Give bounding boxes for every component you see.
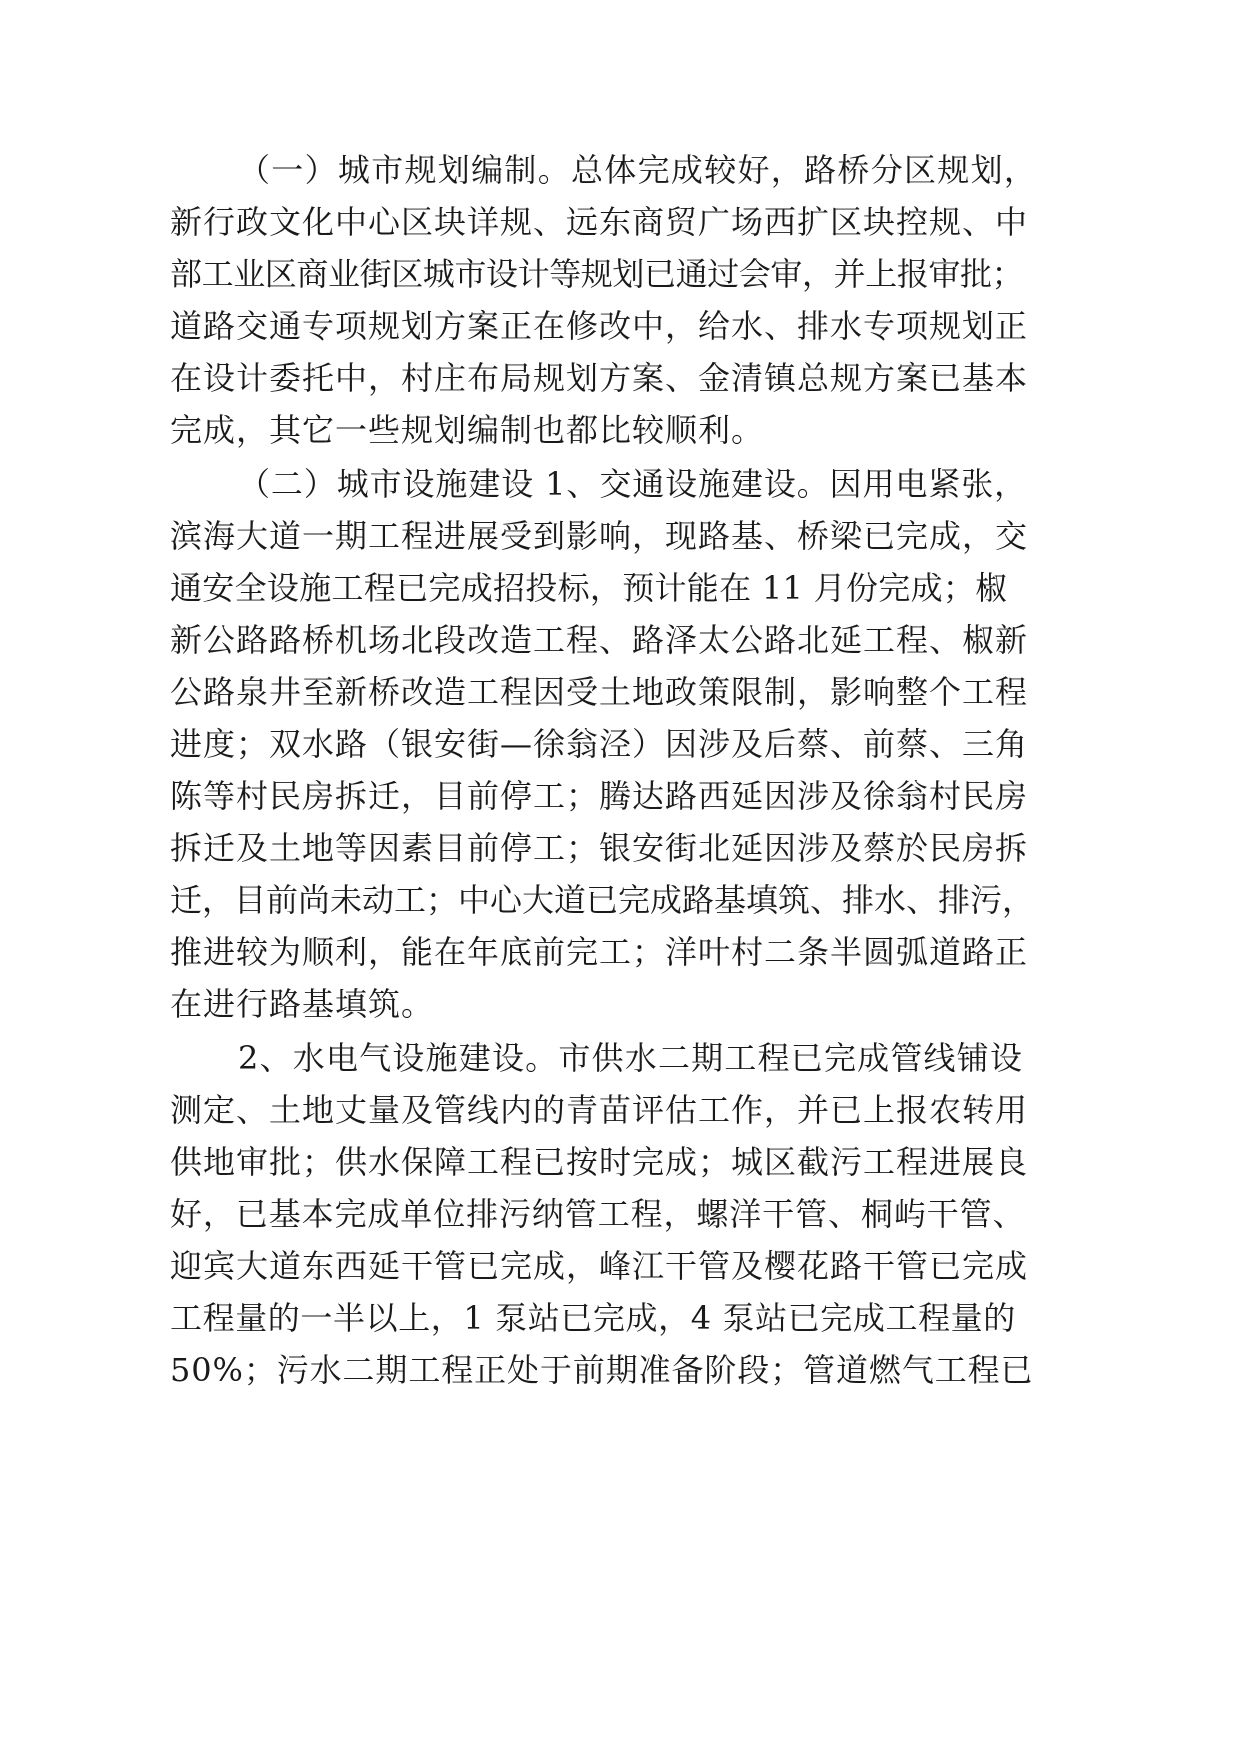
text-line: （一）城市规划编制。总体完成较好，路桥分区规划， xyxy=(238,151,1038,189)
text-line: 工程量的一半以上，1 泵站已完成，4 泵站已完成工程量的 xyxy=(170,1299,1016,1337)
text-line: 在进行路基填筑。 xyxy=(170,985,435,1023)
text-line: （二）城市设施建设 1、交通设施建设。因用电紧张， xyxy=(238,465,1028,503)
text-line: 供地审批；供水保障工程已按时完成；城区截污工程进展良 xyxy=(170,1143,1029,1181)
text-line: 迁，目前尚未动工；中心大道已完成路基填筑、排水、排污， xyxy=(170,881,1035,919)
text-line: 在设计委托中，村庄布局规划方案、金清镇总规方案已基本 xyxy=(170,359,1029,397)
text-line: 滨海大道一期工程进展受到影响，现路基、桥梁已完成，交 xyxy=(170,517,1029,555)
text-line: 迎宾大道东西延干管已完成，峰江干管及樱花路干管已完成 xyxy=(170,1247,1029,1285)
text-line: 2、水电气设施建设。市供水二期工程已完成管线铺设 xyxy=(238,1039,1024,1077)
text-line: 推进较为顺利，能在年底前完工；洋叶村二条半圆弧道路正 xyxy=(170,933,1029,971)
text-line: 新行政文化中心区块详规、远东商贸广场西扩区块控规、中 xyxy=(170,203,1029,241)
text-line: 完成，其它一些规划编制也都比较顺利。 xyxy=(170,411,765,449)
text-line: 拆迁及土地等因素目前停工；银安街北延因涉及蔡於民房拆 xyxy=(170,829,1029,867)
text-line: 好，已基本完成单位排污纳管工程，螺洋干管、桐屿干管、 xyxy=(170,1195,1026,1233)
text-line: 部工业区商业街区城市设计等规划已通过会审，并上报审批； xyxy=(170,255,1024,293)
text-line: 陈等村民房拆迁，目前停工；腾达路西延因涉及徐翁村民房 xyxy=(170,777,1029,815)
text-line: 新公路路桥机场北段改造工程、路泽太公路北延工程、椒新 xyxy=(170,621,1029,659)
text-line: 通安全设施工程已完成招投标，预计能在 11 月份完成；椒 xyxy=(170,569,1008,607)
text-line: 进度；双水路（银安街—徐翁泾）因涉及后蔡、前蔡、三角 xyxy=(170,725,1029,763)
text-line: 道路交通专项规划方案正在修改中，给水、排水专项规划正 xyxy=(170,307,1029,345)
text-line: 50%；污水二期工程正处于前期准备阶段；管道燃气工程已 xyxy=(170,1351,1034,1389)
text-line: 公路泉井至新桥改造工程因受土地政策限制，影响整个工程 xyxy=(170,673,1029,711)
text-line: 测定、土地丈量及管线内的青苗评估工作，并已上报农转用 xyxy=(170,1091,1029,1129)
